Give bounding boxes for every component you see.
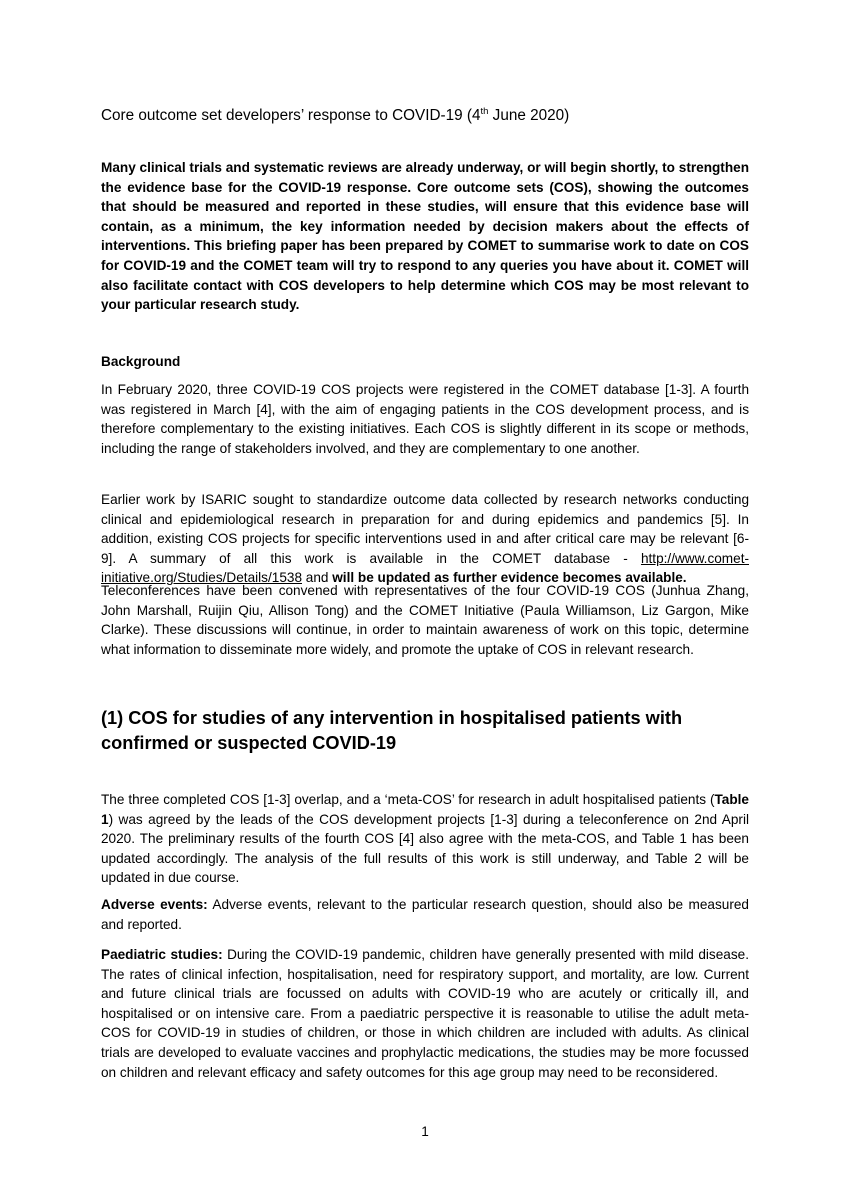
background-heading: Background [101,354,181,369]
comet-database-link[interactable]: http://www.comet-initiative.org/Studies/Details/1538 [101,550,749,586]
document-title [101,106,751,126]
adverse-events-label: Adverse events: [101,897,208,912]
adverse-events-paragraph [101,895,749,934]
intro-paragraph: Many clinical trials and systematic reviews are already underway, or will begin shortly, to strengthen the evidence base for the COVID-19 response. Core outcome sets (COS), showing the outcomes that should be measured and reported in these studies, will ensure that this evidence base will contain, as a minimum, the key information needed by decision makers about the effects of interventions. This briefing paper has been prepared by COMET to summarise work to date on COS for COVID-19 and the COMET team will try to respond to any queries you have about it. COMET will also facilitate contact with COS developers to help determine which COS may be most relevant to your particular research study. [101,160,749,313]
background-paragraph-3: Teleconferences have been convened with representatives of the four COVID-19 COS (Junhua Zhang, John Marshall, Ruijin Qiu, Allison Tong) and the COMET Initiative (Paula Williamson, Liz Gargon, Mike Clarke). These discussions will continue, in order to maintain awareness of work on this topic, determine what information to disseminate more widely, and promote the uptake of COS in relevant research. [101,583,749,657]
paediatric-studies-label: Paediatric studies: [101,947,223,962]
background-paragraph-2 [101,490,749,588]
title-tail: June 2020) [488,107,570,124]
section-1-paragraph-1 [101,790,749,888]
section-1-paragraph-1-a: The three completed COS [1-3] overlap, and a ‘meta-COS’ for research in adult hospitalised patients ( [101,792,715,807]
section-1-paragraph-1-b: ) was agreed by the leads of the COS development projects [1-3] during a teleconference on 2nd April 2020. The preliminary results of the fourth COS [4] also agree with the meta-COS, and Table 1 has been updated accordingly. The analysis of the full results of this work is still underway, and Table 2 will be updated in due course. [101,811,749,886]
background-paragraph-2-text: Earlier work by ISARIC sought to standardize outcome data collected by research networks conducting clinical and epidemiological research in preparation for and during epidemics and pandemics [5]. In addition, existing COS projects for specific interventions used in and after critical care may be relevant [6-9]. A summary of all this work is available in the COMET database - [101,492,749,566]
page-number: 1 [421,1124,429,1139]
title-main: Core outcome set developers’ response to COVID-19 (4 [101,107,481,124]
adverse-events-text: Adverse events, relevant to the particular research question, should also be measured and reported. [101,897,749,932]
background-paragraph-1: In February 2020, three COVID-19 COS projects were registered in the COMET database [1-3]. A fourth was registered in March [4], with the aim of engaging patients in the COS development process, and is therefore complementary to the existing initiatives. Each COS is slightly different in its scope or methods, including the range of stakeholders involved, and they are complementary to one another. [101,382,749,456]
background-paragraph-2-bold: will be updated as further evidence becomes available. [332,570,687,586]
table-1-reference: Table 1 [101,792,749,827]
title-superscript: th [480,105,489,117]
section-1-heading: (1) COS for studies of any intervention in hospitalised patients with confirmed or suspected COVID-19 [101,708,683,753]
paediatric-studies-paragraph [101,945,749,1082]
paediatric-studies-text: During the COVID-19 pandemic, children have generally presented with mild disease. The rates of clinical infection, hospitalisation, need for respiratory support, and mortality, are low. Current and future clinical trials are focussed on adults with COVID-19 who are acutely or critically ill, and hospitalised or on intensive care. From a paediatric perspective it is reasonable to utilise the adult meta-COS for COVID-19 in studies of children, or those in which children are included with adults. As clinical trials are developed to evaluate vaccines and prophylactic medications, the studies may be more focussed on children and relevant efficacy and safety outcomes for this age group may need to be reconsidered. [101,947,749,1080]
background-paragraph-2-and: and [302,570,333,586]
